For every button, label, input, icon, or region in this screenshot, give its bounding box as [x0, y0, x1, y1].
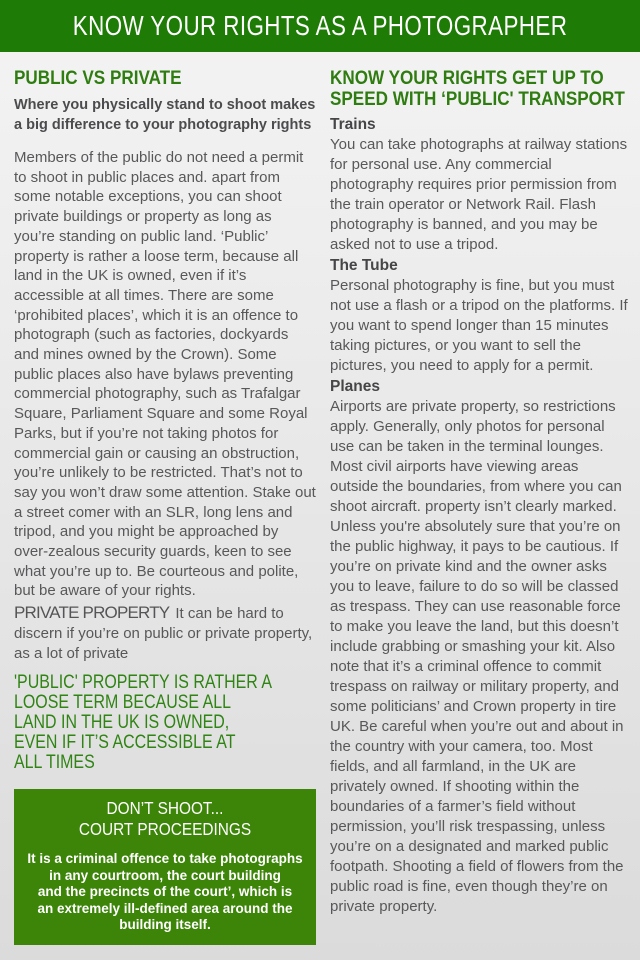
- dont-shoot-box-title-line: COURT PROCEEDINGS: [78, 819, 252, 840]
- dont-shoot-box-body: [24, 851, 306, 934]
- trains-section-text: You can take photographs at railway stations for personal use. Any commercial photography requires prior permission from the train operator or Network Rail. Flash photography is banned, and you may be asked not to use a tripod.: [330, 136, 628, 253]
- planes-section-label: Planes: [330, 378, 380, 395]
- dont-shoot-box-title: [24, 798, 306, 840]
- tube-section-text: Personal photography is fine, but you must not use a flash or a tripod on the platforms. If you want to spend longer than 15 minutes taking pictures, or you want to sell the pictures, you need to apply for a permit.: [330, 277, 628, 374]
- content-columns: [0, 52, 640, 945]
- private-property-paragraph: [14, 603, 316, 663]
- public-transport-heading-line: KNOW YOUR RIGHTS GET UP TO: [330, 68, 604, 89]
- dont-shoot-box-body-line: building itself.: [119, 917, 211, 933]
- right-column: [330, 68, 628, 945]
- page-title: KNOW YOUR RIGHTS AS A PHOTOGRAPHER: [72, 10, 568, 41]
- dont-shoot-box: [14, 789, 316, 945]
- pull-quote-line: LAND IN THE UK IS OWNED,: [14, 712, 230, 734]
- public-transport-heading-line: SPEED WITH ‘PUBLIC' TRANSPORT: [330, 89, 625, 110]
- public-transport-heading: [330, 68, 628, 110]
- planes-section-text: Airports are private property, so restrictions apply. Generally, only photos for personal use can be taken in the terminal lounges. Most civil airports have viewing areas outside the boundaries, from where you can shoot aircraft. property isn’t clearly marked. Unless you're absolutely sure that you’re on the public highway, it pays to be cautious. If you’re on private kind and the owner asks you to leave, failure to do so will be classed as trespass. They can use reasonable force to make you leave the land, but this doesn’t include grabbing or smashing your kit. Also note that it’s a criminal offence to commit trespass on railway or military property, and some politicians’ and Crown property in tire UK. Be careful when you’re out and about in the country with your camera, too. Most fields, and all farmland, in the UK are privately owned. If shooting within the boundaries of a farmer’s field without permission, you’ll risk trespassing, unless you’re on a designated and marked public footpath. Shooting a field of flowers from the public road is fine, even though they’re on private property.: [330, 398, 624, 915]
- pull-quote-line: LOOSE TERM BECAUSE ALL: [14, 692, 232, 714]
- page-header: [0, 0, 640, 52]
- public-vs-private-heading: [14, 68, 316, 89]
- dont-shoot-box-title-line: DON’T SHOOT...: [106, 798, 224, 819]
- left-column: [14, 68, 316, 945]
- pull-quote: [14, 673, 316, 773]
- pull-quote-line: ALL TIMES: [14, 752, 95, 774]
- private-property-text: It can be hard to discern if you’re on public or private property, as a lot of private: [14, 605, 313, 662]
- dont-shoot-box-body-line: It is a criminal offence to take photographs: [27, 851, 303, 867]
- left-body-paragraph: Members of the public do not need a permit to shoot in public places and. apart from some notable exceptions, you can shoot private buildings or property as long as you’re standing on public land. ‘Public’ property is rather a loose term, because all land in the UK is owned, even if it’s accessible at all times. There are some ‘prohibited places’, which it is an offence to photograph (such as factories, dockyards and mines owned by the Crown). Some public places also have bylaws preventing commercial photography, such as Trafalgar Square, Parliament Square and some Royal Parks, but if you’re not taking photos for commercial gain or causing an obstruction, you’re unlikely to be restricted. That’s not to say you won’t draw some attention. Stake out a street comer with an SLR, long lens and tripod, and you might be approached by over-zealous security guards, keen to see what you’re up to. Be courteous and polite, but be aware of your rights.: [14, 149, 316, 600]
- tube-section-label: The Tube: [330, 257, 398, 274]
- pull-quote-line: EVEN IF IT’S ACCESSIBLE AT: [14, 732, 236, 754]
- left-subtitle: Where you physically stand to shoot makes a big difference to your photography rights: [14, 97, 316, 133]
- dont-shoot-box-body-line: in any courtroom, the court building: [49, 867, 281, 883]
- dont-shoot-box-body-line: an extremely ill-defined area around the: [37, 900, 293, 916]
- trains-section-label: Trains: [330, 116, 376, 133]
- pull-quote-line: 'PUBLIC' PROPERTY IS RATHER A: [14, 672, 272, 694]
- private-property-runin-heading: PRIVATE PROPERTY: [14, 603, 170, 623]
- public-vs-private-heading-text: PUBLIC VS PRIVATE: [14, 68, 182, 89]
- dont-shoot-box-body-line: and the precincts of the court’, which is: [37, 884, 293, 900]
